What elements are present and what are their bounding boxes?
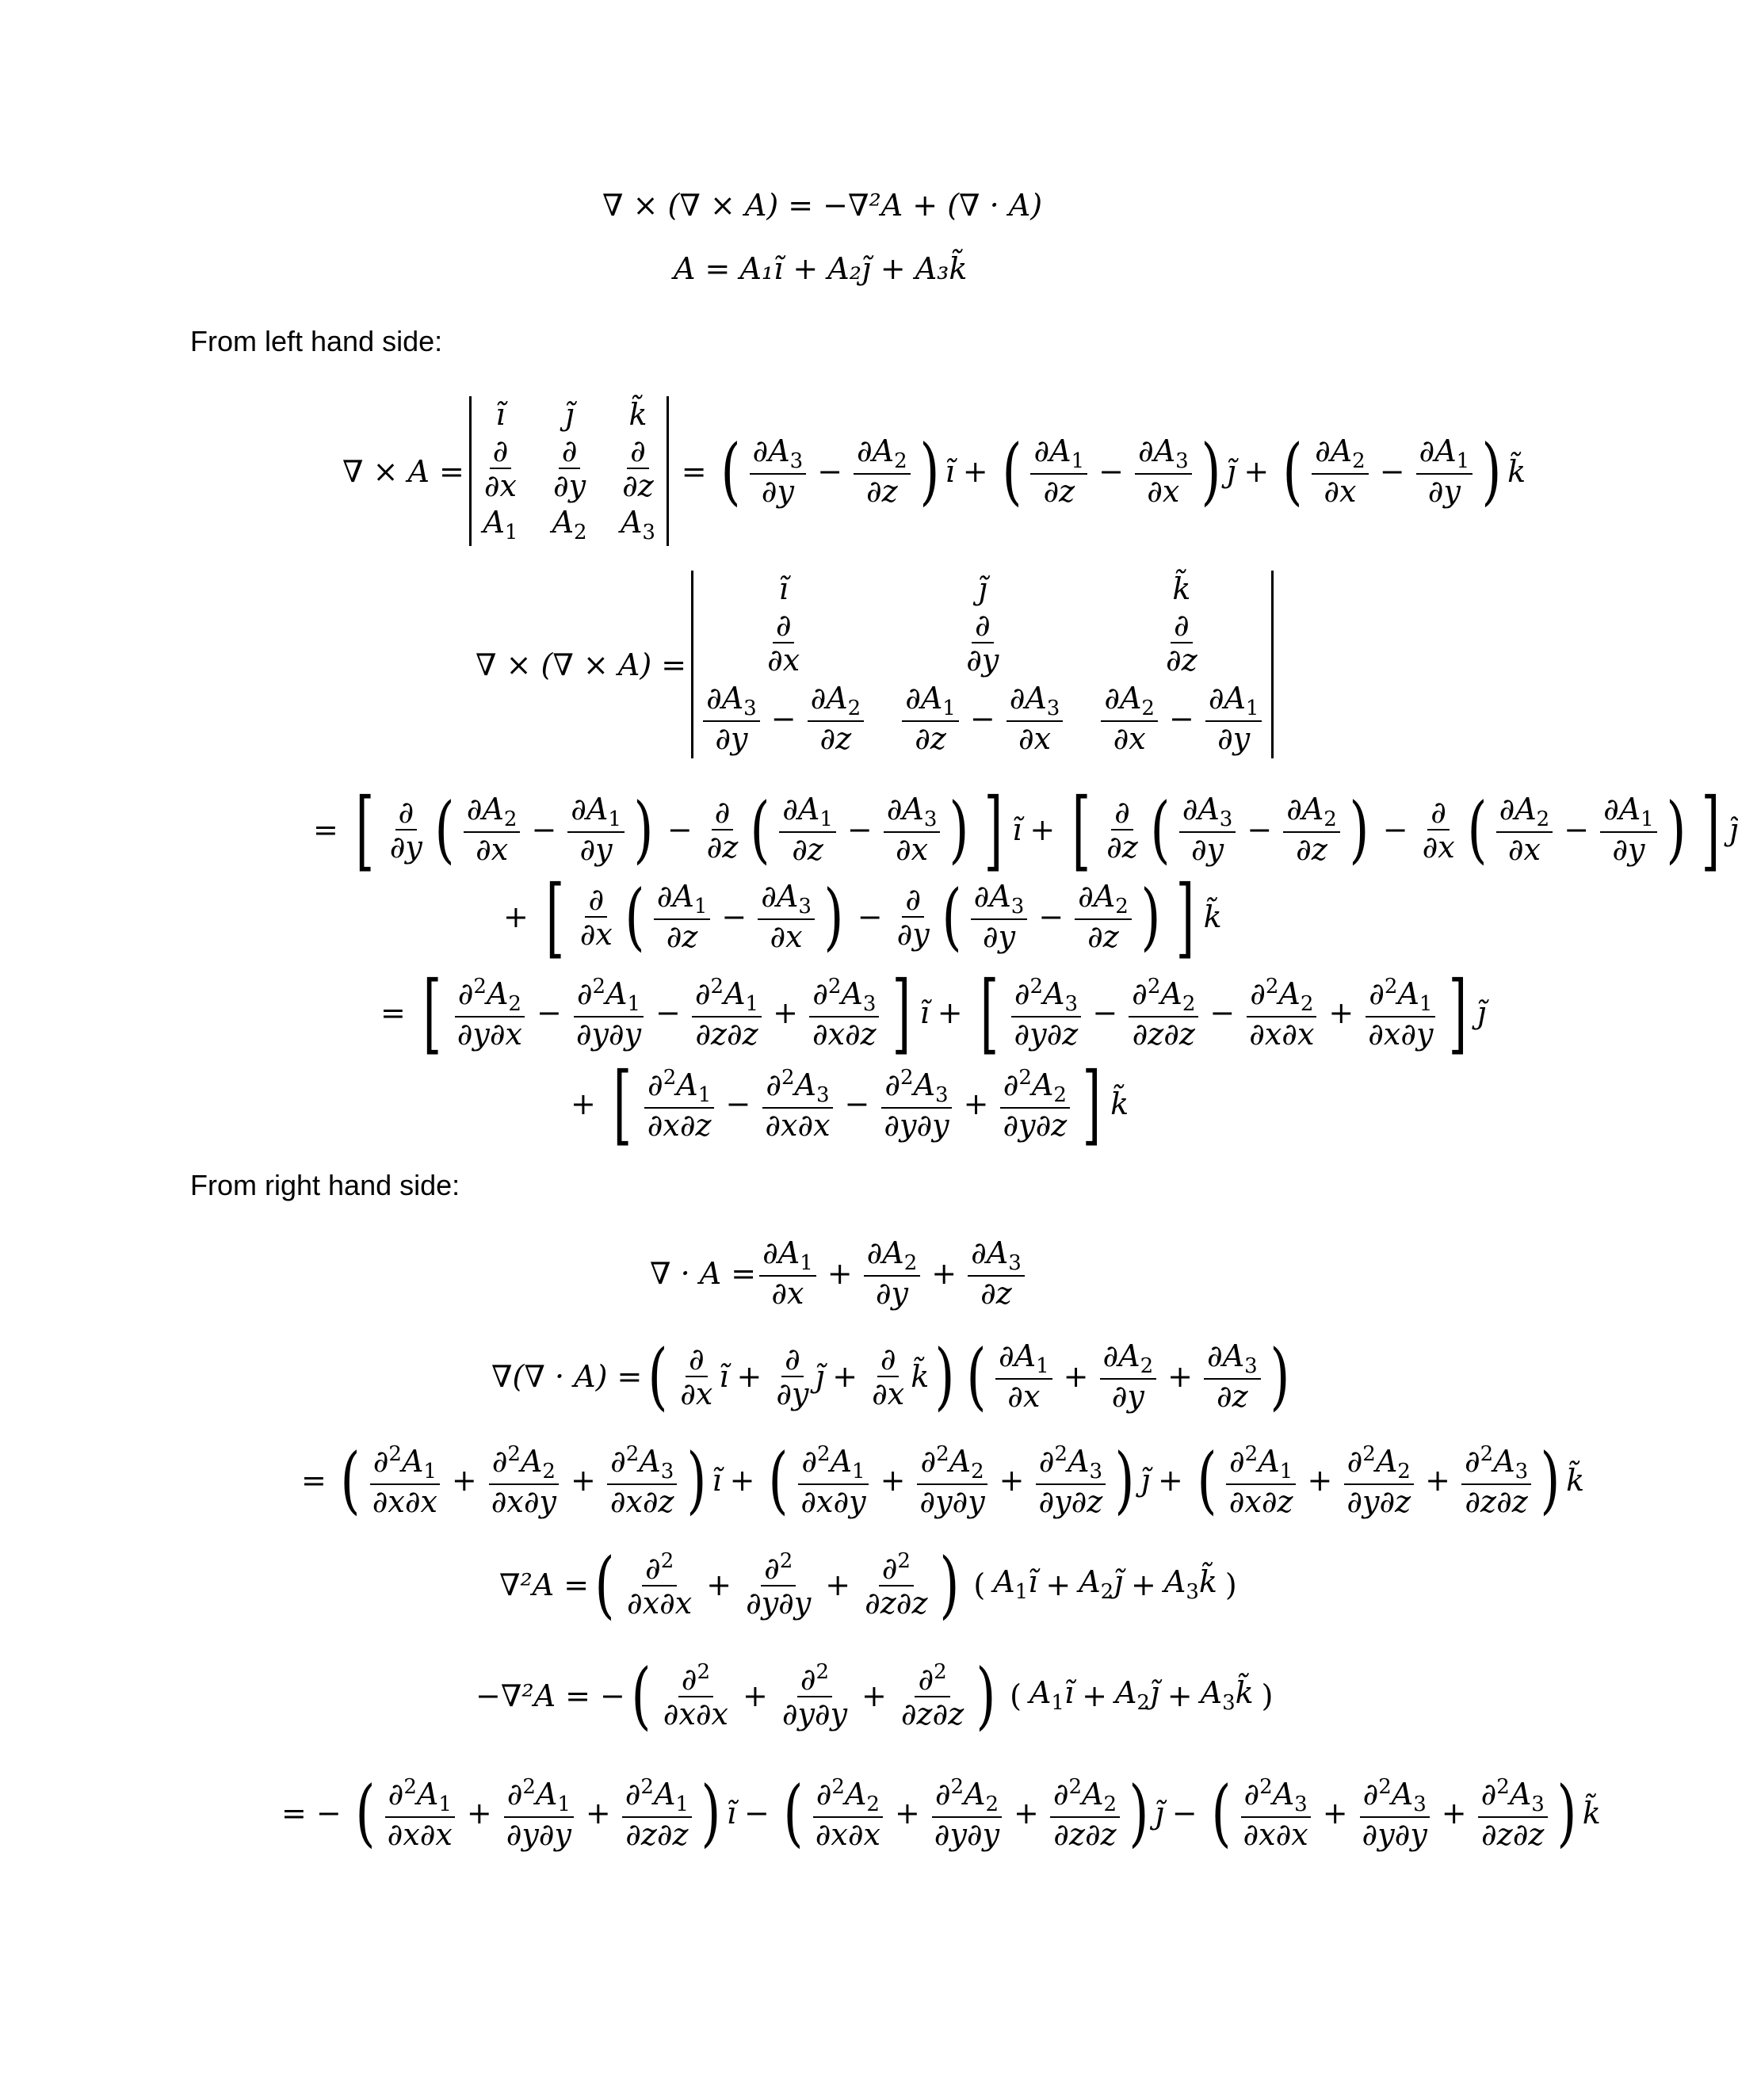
equation-expansion-1b: + [ $\frac{\partial}{\partial x}$ ( $\frac{\partial A_1}{\partial z}$ − $\frac{\partial A_3}{\partial x}$ ) − $\frac{\partial}{\partial y}$ ( $\frac{\partial A_3}{\partial y}$ − $\frac{\partial A_2}{\partial z}$ ) ] k̃	[503, 865, 1222, 968]
lap-lhs: ∇²A =	[499, 1567, 590, 1602]
equation-vector-definition	[674, 251, 968, 286]
equation-expansion-2a: = [ $\frac{\partial^2A_2}{\partial y\partial x}$ − $\frac{\partial^2A_1}{\partial y\partial y}$ − $\frac{\partial^2A_1}{\partial z\partial z}$ + $\frac{\partial^2A_3}{\partial x\partial z}$ ] ĩ + [ $\frac{\partial^2A_3}{\partial y\partial z}$ − $\frac{\partial^2A_2}{\partial z\partial z}$ − $\frac{\partial^2A_2}{\partial x\partial x}$ + $\frac{\partial^2A_1}{\partial x\partial y}$ ] j̃	[380, 962, 1487, 1063]
curlcurl-determinant: ĩ j̃ k̃ $\frac{\partial}{\partial x}$ $\frac{\partial}{\partial y}$ $\frac{\partial}{\partial z}$ $\frac{\partial A_3}{\partial y}$ − $\frac{\partial A_2}{\partial z}$ $\frac{\partial A_1}{\partial z}$ − $\frac{\partial A_3}{\partial x}$ $\frac{\partial A_2}{\partial x}$ − $\frac{\partial A_1}{\partial y}$	[691, 571, 1274, 758]
curl-lhs: ∇ × A =	[342, 453, 464, 489]
equation-curl-A: ∇ × A = ĩ j̃ k̃ $\frac{\partial}{\partial x}$ $\frac{\partial}{\partial y}$ $\frac{\partial}{\partial z}$ $A_1$ $A_2$ $A_3$ = ( $\frac{\partial A_3}{\partial y}$ − $\frac{\partial A_2}{\partial z}$ ) ĩ + ( $\frac{\partial A_1}{\partial z}$ − $\frac{\partial A_3}{\partial x}$ ) j̃ + ( $\frac{\partial A_2}{\partial x}$ − $\frac{\partial A_1}{\partial y}$ ) k̃	[342, 397, 1526, 544]
equation-expansion-1a: = [ $\frac{\partial}{\partial y}$ ( $\frac{\partial A_2}{\partial x}$ − $\frac{\partial A_1}{\partial y}$ ) − $\frac{\partial}{\partial z}$ ( $\frac{\partial A_1}{\partial z}$ − $\frac{\partial A_3}{\partial x}$ ) ] ĩ + [ $\frac{\partial}{\partial z}$ ( $\frac{\partial A_3}{\partial y}$ − $\frac{\partial A_2}{\partial z}$ ) − $\frac{\partial}{\partial x}$ ( $\frac{\partial A_2}{\partial x}$ − $\frac{\partial A_1}{\partial y}$ ) ] j̃	[313, 778, 1738, 880]
identity-text: ∇ × (∇ × A) = −∇²A + (∇ · A)	[602, 188, 1043, 223]
div-lhs: ∇ · A =	[650, 1255, 757, 1291]
equation-negative-laplacian-expansion: = − ( $\frac{\partial^2A_1}{\partial x\partial x}$ + $\frac{\partial^2A_1}{\partial y\partial y}$ + $\frac{\partial^2A_1}{\partial z\partial z}$ ) ĩ − ( $\frac{\partial^2A_2}{\partial x\partial x}$ + $\frac{\partial^2A_2}{\partial y\partial y}$ + $\frac{\partial^2A_2}{\partial z\partial z}$ ) j̃ − ( $\frac{\partial^2A_3}{\partial x\partial x}$ + $\frac{\partial^2A_3}{\partial y\partial y}$ + $\frac{\partial^2A_3}{\partial z\partial z}$ ) k̃	[281, 1770, 1601, 1856]
equation-expansion-2b: + [ $\frac{\partial^2A_1}{\partial x\partial z}$ − $\frac{\partial^2A_3}{\partial x\partial x}$ − $\frac{\partial^2A_3}{\partial y\partial y}$ + $\frac{\partial^2A_2}{\partial y\partial z}$ ] k̃	[571, 1053, 1129, 1155]
equation-curl-curl-A	[476, 571, 1278, 758]
equation-divergence: ∇ · A = $\frac{\partial A_1}{\partial x}$ + $\frac{\partial A_2}{\partial y}$ + $\frac{\partial A_3}{\partial z}$	[650, 1236, 1028, 1310]
curl-determinant: ĩ j̃ k̃ $\frac{\partial}{\partial x}$ $\frac{\partial}{\partial y}$ $\frac{\partial}{\partial z}$ $A_1$ $A_2$ $A_3$	[469, 396, 669, 546]
equation-negative-laplacian: −∇²A = − ( $\frac{\partial^2}{\partial x\partial x}$ + $\frac{\partial^2}{\partial y\partial y}$ + $\frac{\partial^2}{\partial z\partial z}$ ) ( $A_1ĩ$ + $A_2j̃$ + $A_3k̃$ )	[476, 1652, 1274, 1738]
curlcurl-lhs: ∇ × (∇ × A) =	[476, 647, 687, 682]
equation-grad-div-expansion: = ( $\frac{\partial^2A_1}{\partial x\partial x}$ + $\frac{\partial^2A_2}{\partial x\partial y}$ + $\frac{\partial^2A_3}{\partial x\partial z}$ ) ĩ + ( $\frac{\partial^2A_1}{\partial x\partial y}$ + $\frac{\partial^2A_2}{\partial y\partial y}$ + $\frac{\partial^2A_3}{\partial y\partial z}$ ) j̃ + ( $\frac{\partial^2A_1}{\partial x\partial z}$ + $\frac{\partial^2A_2}{\partial y\partial z}$ + $\frac{\partial^2A_3}{\partial z\partial z}$ ) k̃	[301, 1438, 1585, 1523]
vector-definition-text: A = A₁ĩ + A₂j̃ + A₃k̃	[674, 251, 968, 286]
graddiv-lhs: ∇(∇ · A) =	[491, 1358, 643, 1394]
label-left-hand-side: From left hand side:	[190, 325, 443, 357]
neglap-lhs: −∇²A = −	[476, 1678, 625, 1713]
equation-identity	[602, 188, 1043, 223]
equation-grad-div: ∇(∇ · A) = ( $\frac{\partial}{\partial x}$ ĩ + $\frac{\partial}{\partial y}$ j̃ + $\frac{\partial}{\partial x}$ k̃ ) ( $\frac{\partial A_1}{\partial x}$ + $\frac{\partial A_2}{\partial y}$ + $\frac{\partial A_3}{\partial z}$ )	[491, 1333, 1290, 1418]
label-right-hand-side: From right hand side:	[190, 1169, 460, 1201]
equation-laplacian: ∇²A = ( $\frac{\partial^2}{\partial x\partial x}$ + $\frac{\partial^2}{\partial y\partial y}$ + $\frac{\partial^2}{\partial z\partial z}$ ) ( $A_1ĩ$ + $A_2j̃$ + $A_3k̃$ )	[499, 1541, 1237, 1627]
